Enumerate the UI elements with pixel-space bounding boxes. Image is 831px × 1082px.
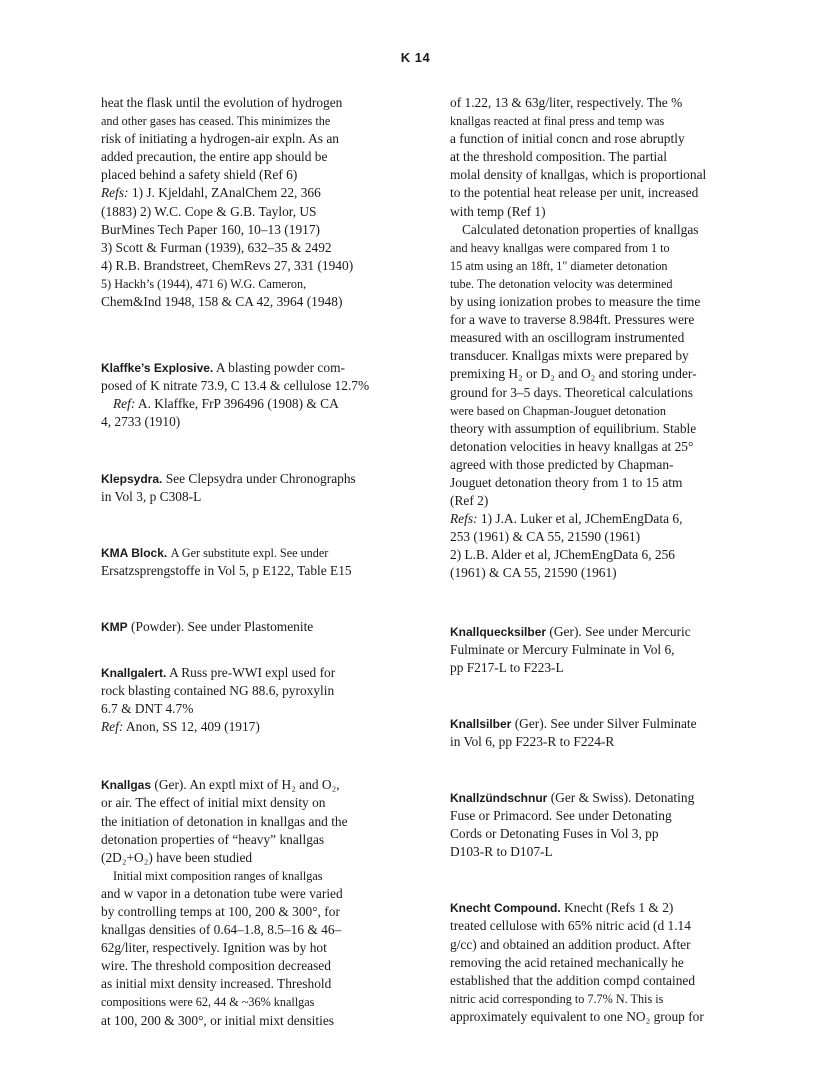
entry-knallgalert bbox=[101, 664, 401, 736]
ref-label: Ref: bbox=[101, 719, 124, 735]
entry-text: knallgas densities of 0.64–1.8, 8.5–16 & 46– bbox=[101, 922, 342, 938]
text-line: knallgas reacted at final press and temp was bbox=[450, 114, 665, 129]
entry-text: posed of K nitrate 73.9, C 13.4 & cellulose 12.7% bbox=[101, 378, 370, 394]
entry-text: as initial mixt density increased. Threshold bbox=[101, 976, 332, 992]
entry-text: Ersatzsprengstoffe in Vol 5, p E122, Table E15 bbox=[101, 562, 352, 578]
entry-text: Initial mixt composition ranges of knallgas bbox=[113, 868, 323, 883]
text-line: at the threshold composition. The partial bbox=[450, 149, 667, 165]
entry-text: wire. The threshold composition decreased bbox=[101, 958, 331, 974]
text-line: placed behind a safety shield (Ref 6) bbox=[101, 167, 298, 183]
entry-text: Knecht (Refs 1 & 2) bbox=[564, 900, 674, 916]
text-line: risk of initiating a hydrogen-air expln. As an bbox=[101, 131, 340, 147]
text-line: molal density of knallgas, which is proportional bbox=[450, 167, 707, 183]
text-line: to the potential heat release per unit, increased bbox=[450, 185, 699, 201]
entry-term: KMA Block. bbox=[101, 545, 168, 560]
entry-text: See Clepsydra under Chronographs bbox=[165, 470, 356, 486]
entry-text: and w vapor in a detonation tube were varied bbox=[101, 885, 343, 901]
text-line: detonation velocities in heavy knallgas at 25° bbox=[450, 438, 694, 454]
entry-term: KMP bbox=[101, 619, 128, 634]
entry-text: detonation properties of “heavy” knallgas bbox=[101, 831, 325, 847]
reference: Chem&Ind 1948, 158 & CA 42, 3964 (1948) bbox=[101, 294, 343, 310]
entry-text: Cords or Detonating Fuses in Vol 3, pp bbox=[450, 826, 659, 842]
entry-term: Knallsilber bbox=[450, 716, 512, 731]
page-number: K 14 bbox=[400, 50, 431, 65]
text-line: Calculated detonation properties of knallgas bbox=[462, 221, 699, 237]
entry-text: (2D₂+O₂) have been studied bbox=[101, 849, 253, 865]
entry-text: Fuse or Primacord. See under Detonating bbox=[450, 808, 672, 824]
text-line: and heavy knallgas were compared from 1 to bbox=[450, 240, 670, 255]
entry-text: treated cellulose with 65% nitric acid (d 1.14 bbox=[450, 918, 691, 934]
reference: (1883) 2) W.C. Cope & G.B. Taylor, US bbox=[101, 203, 317, 219]
entry-term: Knallgalert. bbox=[101, 665, 167, 680]
entry-text: at 100, 200 & 300°, or initial mixt densities bbox=[101, 1012, 334, 1028]
continued-text-right bbox=[450, 94, 750, 583]
text-line: a function of initial concn and rose abruptly bbox=[450, 131, 685, 147]
entry-term: Klepsydra. bbox=[101, 471, 163, 486]
entry-text: in Vol 3, p C308-L bbox=[101, 488, 202, 504]
entry-kma-block bbox=[101, 544, 401, 580]
entry-text: the initiation of detonation in knallgas and the bbox=[101, 813, 348, 829]
entry-text: established that the addition compd contained bbox=[450, 972, 696, 988]
left-column bbox=[101, 94, 401, 1030]
entry-klepsydra bbox=[101, 470, 401, 506]
entry-text: nitric acid corresponding to 7.7% N. This is bbox=[450, 991, 664, 1006]
entry-text: A Ger substitute expl. See under bbox=[170, 545, 329, 560]
entry-text: compositions were 62, 44 & ~36% knallgas bbox=[101, 995, 315, 1010]
entry-text: A blasting powder com- bbox=[215, 360, 345, 376]
entry-text: (Ger). See under Mercuric bbox=[549, 623, 691, 639]
text-line: agreed with those predicted by Chapman- bbox=[450, 456, 674, 472]
entry-text: (Ger). See under Silver Fulminate bbox=[514, 715, 697, 731]
entry-text: (Ger & Swiss). Detonating bbox=[550, 790, 695, 805]
entry-term: Klaffke’s Explosive. bbox=[101, 361, 214, 376]
entry-text: D103-R to D107-L bbox=[450, 844, 553, 860]
right-column bbox=[450, 94, 750, 1026]
reference: BurMines Tech Paper 160, 10–13 (1917) bbox=[101, 221, 320, 237]
text-line: were based on Chapman-Jouguet detonation bbox=[450, 403, 666, 418]
text-line: by using ionization probes to measure the time bbox=[450, 294, 701, 310]
entry-klaffke bbox=[101, 359, 401, 431]
refs-line bbox=[101, 184, 401, 202]
text-line: Jouguet detonation theory from 1 to 15 atm bbox=[450, 474, 683, 490]
text-line: ground for 3–5 days. Theoretical calculations bbox=[450, 384, 693, 400]
reference: A. Klaffke, FrP 396496 (1908) & CA bbox=[137, 396, 339, 412]
continued-text-left bbox=[101, 94, 401, 311]
entry-knallzundschnur bbox=[450, 789, 750, 861]
entry-knallgas bbox=[101, 776, 401, 1029]
refs-label: Refs: bbox=[450, 511, 478, 527]
entry-text: removing the acid retained mechanically he bbox=[450, 954, 684, 970]
entry-text: or air. The effect of initial mixt density on bbox=[101, 795, 326, 811]
entry-text: 6.7 & DNT 4.7% bbox=[101, 701, 194, 717]
entry-text: rock blasting contained NG 88.6, pyroxylin bbox=[101, 683, 335, 699]
entry-knecht-compound bbox=[450, 899, 750, 1026]
text-line: premixing H₂ or D₂ and O₂ and storing under- bbox=[450, 366, 697, 382]
entry-text: 62g/liter, respectively. Ignition was by hot bbox=[101, 940, 327, 956]
reference: 3) Scott & Furman (1939), 632–35 & 2492 bbox=[101, 239, 332, 255]
text-line: heat the flask until the evolution of hydrogen bbox=[101, 95, 343, 110]
entry-knallquecksilber bbox=[450, 623, 750, 677]
text-line: with temp (Ref 1) bbox=[450, 203, 546, 219]
entry-term: Knallzündschnur bbox=[450, 791, 548, 805]
reference: (1961) & CA 55, 21590 (1961) bbox=[450, 565, 617, 581]
refs-label: Refs: bbox=[101, 185, 129, 201]
text-line: 15 atm using an 18ft, 1" diameter detonation bbox=[450, 258, 668, 273]
text-line: for a wave to traverse 8.984ft. Pressures were bbox=[450, 312, 695, 328]
text-line: and other gases has ceased. This minimizes the bbox=[101, 114, 331, 129]
entry-kmp bbox=[101, 618, 401, 636]
text-line: tube. The detonation velocity was determined bbox=[450, 276, 673, 291]
reference: 2) L.B. Alder et al, JChemEngData 6, 256 bbox=[450, 547, 675, 563]
reference: 4, 2733 (1910) bbox=[101, 414, 181, 430]
reference: 1) J.A. Luker et al, JChemEngData 6, bbox=[480, 511, 683, 527]
ref-label: Ref: bbox=[113, 396, 136, 412]
text-line: (Ref 2) bbox=[450, 493, 489, 509]
text-line: added precaution, the entire app should be bbox=[101, 149, 328, 165]
entry-text: g/cc) and obtained an addition product. After bbox=[450, 936, 691, 952]
entry-text: approximately equivalent to one NO₂ group for bbox=[450, 1008, 704, 1024]
entry-term: Knallquecksilber bbox=[450, 624, 547, 639]
entry-text: in Vol 6, pp F223-R to F224-R bbox=[450, 733, 615, 749]
text-line: of 1.22, 13 & 63g/liter, respectively. The % bbox=[450, 95, 683, 110]
reference: 5) Hackh’s (1944), 471 6) W.G. Cameron, bbox=[101, 276, 307, 291]
entry-text: (Ger). An exptl mixt of H₂ and O₂, bbox=[154, 777, 340, 793]
entry-text: A Russ pre-WWI expl used for bbox=[168, 664, 336, 680]
reference: 4) R.B. Brandstreet, ChemRevs 27, 331 (1940) bbox=[101, 257, 354, 273]
text-line: transducer. Knallgas mixts were prepared by bbox=[450, 348, 689, 364]
reference: 1) J. Kjeldahl, ZAnalChem 22, 366 bbox=[131, 185, 321, 201]
reference: Anon, SS 12, 409 (1917) bbox=[125, 719, 260, 735]
entry-text: by controlling temps at 100, 200 & 300°, for bbox=[101, 904, 340, 919]
reference: 253 (1961) & CA 55, 21590 (1961) bbox=[450, 529, 641, 545]
entry-text: pp F217-L to F223-L bbox=[450, 659, 564, 675]
entry-term: Knallgas bbox=[101, 778, 152, 793]
entry-text: Fulminate or Mercury Fulminate in Vol 6, bbox=[450, 641, 675, 657]
entry-text: (Powder). See under Plastomenite bbox=[131, 618, 314, 634]
text-line: measured with an oscillogram instrumented bbox=[450, 330, 685, 346]
entry-term: Knecht Compound. bbox=[450, 901, 561, 916]
entry-knallsilber bbox=[450, 715, 750, 751]
text-line: theory with assumption of equilibrium. Stable bbox=[450, 420, 697, 436]
